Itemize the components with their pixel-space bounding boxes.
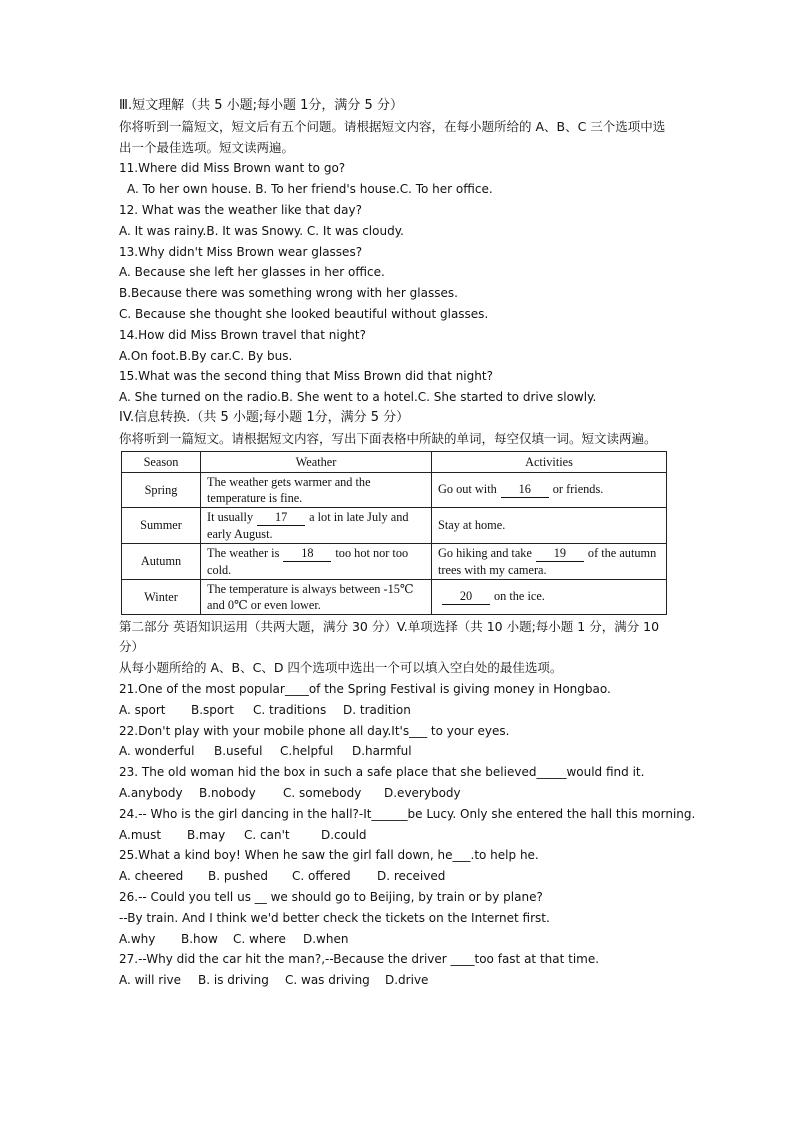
weather-text: The weather gets warmer and the temperature is fine. (207, 474, 371, 505)
weather-cell (201, 543, 432, 579)
q24: 24.-- Who is the girl dancing in the hall?-It______be Lucy. Only she entered the hall this morning. (119, 806, 696, 821)
table-row (122, 507, 667, 543)
activity-text-end: on the ice. (494, 589, 545, 604)
activity-text-end: of the autumn trees with my camera. (438, 545, 657, 577)
info-table (121, 451, 667, 615)
option-c: C. somebody (283, 785, 362, 800)
table-row (122, 543, 667, 579)
option-b: B. is driving (198, 973, 269, 988)
table-header-row (122, 451, 667, 472)
weather-text-end: a lot in late July and early August. (207, 509, 409, 541)
weather-text: The weather is (207, 545, 280, 560)
option-d: D.when (303, 931, 349, 946)
q13-option-b: B.Because there was something wrong with her glasses. (119, 286, 458, 301)
weather-cell (201, 579, 432, 614)
option-b: B.may (187, 827, 226, 842)
option-a: A.anybody (119, 785, 183, 800)
option-d: D. tradition (343, 702, 411, 717)
option-c: C. was driving (285, 973, 370, 988)
weather-text: The temperature is always between -15℃ and 0℃ or even lower. (207, 581, 414, 612)
q15-options: A. She turned on the radio.B. She went to a hotel.C. She started to drive slowly. (119, 390, 597, 405)
q22-options (119, 741, 675, 762)
part2-instructions: 从每小题所给的 A、B、C、D 四个选项中选出一个可以填入空白处的最佳选项。 (119, 660, 563, 676)
activity-cell (432, 507, 667, 543)
option-d: D.drive (385, 973, 429, 988)
q27-options (119, 970, 675, 991)
q15: 15.What was the second thing that Miss Brown did that night? (119, 369, 493, 384)
option-a: A.why (119, 931, 156, 946)
option-d: D.harmful (352, 744, 412, 759)
option-a: A. sport (119, 702, 166, 717)
section3-heading: Ⅲ.短文理解（共 5 小题;每小题 1分，满分 5 分） (119, 98, 403, 113)
weather-cell (201, 472, 432, 507)
season-cell: Winter (122, 579, 201, 614)
option-d: D.everybody (384, 785, 461, 800)
q26-line2: --By train. And I think we'd better check the tickets on the Internet first. (119, 910, 550, 925)
header-activities: Activities (432, 451, 667, 472)
option-c: C.helpful (280, 744, 334, 759)
option-d: D.could (321, 827, 367, 842)
option-c: C. where (233, 931, 286, 946)
option-c: C. traditions (253, 702, 327, 717)
section3-instructions: 你将听到一篇短文，短文后有五个问题。请根据短文内容，在每小题所给的 A、B、C 三个选项中选出一个最佳选项。短文读两遍。 (119, 118, 666, 155)
q26: 26.-- Could you tell us __ we should go to Beijing, by train or by plane? (119, 889, 543, 904)
activity-text: Go out with (438, 482, 497, 497)
activity-text: Go hiking and take (438, 545, 532, 560)
blank-20[interactable]: 20 (442, 588, 490, 605)
q26-options (119, 929, 675, 950)
q11: 11.Where did Miss Brown want to go? (119, 161, 346, 176)
section4-instructions: 你将听到一篇短文。请根据短文内容，写出下面表格中所缺的单词，每空仅填一词。短文读两遍。 (119, 430, 657, 446)
q12-options: A. It was rainy.B. It was Snowy. C. It was cloudy. (119, 223, 404, 238)
activity-cell (432, 543, 667, 579)
option-a: A. cheered (119, 869, 184, 884)
season-cell: Spring (122, 472, 201, 507)
option-c: C. offered (292, 869, 351, 884)
blank-18[interactable]: 18 (283, 545, 331, 562)
option-b: B.nobody (199, 785, 256, 800)
option-b: B.sport (191, 702, 234, 717)
q12: 12. What was the weather like that day? (119, 202, 362, 217)
activity-text: Stay at home. (438, 518, 506, 533)
q21-options (119, 700, 675, 721)
q22: 22.Don't play with your mobile phone all day.It's___ to your eyes. (119, 723, 510, 738)
table-row (122, 472, 667, 507)
q25-options (119, 866, 675, 887)
blank-19[interactable]: 19 (536, 545, 584, 562)
activity-text-end: or friends. (552, 482, 604, 497)
q14-options: A.On foot.B.By car.C. By bus. (119, 348, 293, 363)
q13: 13.Why didn't Miss Brown wear glasses? (119, 244, 363, 259)
header-weather: Weather (201, 451, 432, 472)
section4-heading: IV.信息转换.（共 5 小题;每小题 1分，满分 5 分） (119, 409, 410, 425)
q14: 14.How did Miss Brown travel that night? (119, 327, 366, 342)
option-c: C. can't (244, 827, 290, 842)
header-season: Season (122, 451, 201, 472)
q11-options: A. To her own house. B. To her friend's house.C. To her office. (127, 182, 493, 197)
option-b: B.useful (214, 744, 263, 759)
q13-option-c: C. Because she thought she looked beautiful without glasses. (119, 306, 489, 321)
option-a: A. will rive (119, 973, 182, 988)
blank-16[interactable]: 16 (501, 481, 549, 498)
option-b: B.how (181, 931, 218, 946)
season-cell: Autumn (122, 543, 201, 579)
season-cell: Summer (122, 507, 201, 543)
table-row (122, 579, 667, 614)
exam-page (119, 96, 696, 991)
q24-options (119, 825, 675, 846)
option-d: D. received (377, 869, 446, 884)
q13-option-a: A. Because she left her glasses in her office. (119, 265, 385, 280)
weather-text: It usually (207, 509, 254, 524)
q21: 21.One of the most popular____of the Spring Festival is giving money in Hongbao. (119, 681, 611, 696)
activity-cell (432, 579, 667, 614)
blank-17[interactable]: 17 (257, 509, 305, 526)
q23-options (119, 783, 675, 804)
option-b: B. pushed (208, 869, 268, 884)
weather-cell (201, 507, 432, 543)
q27: 27.--Why did the car hit the man?,--Because the driver ____too fast at that time. (119, 952, 600, 967)
q23: 23. The old woman hid the box in such a safe place that she believed_____would find it. (119, 765, 645, 780)
option-a: A.must (119, 827, 162, 842)
activity-cell (432, 472, 667, 507)
q25: 25.What a kind boy! When he saw the girl fall down, he___.to help he. (119, 848, 539, 863)
option-a: A. wonderful (119, 744, 195, 759)
weather-text-end: too hot nor too cold. (207, 545, 409, 577)
part2-heading: 第二部分 英语知识运用（共两大题，满分 30 分）V.单项选择（共 10 小题;每小题 1 分，满分 10 分） (119, 618, 660, 655)
